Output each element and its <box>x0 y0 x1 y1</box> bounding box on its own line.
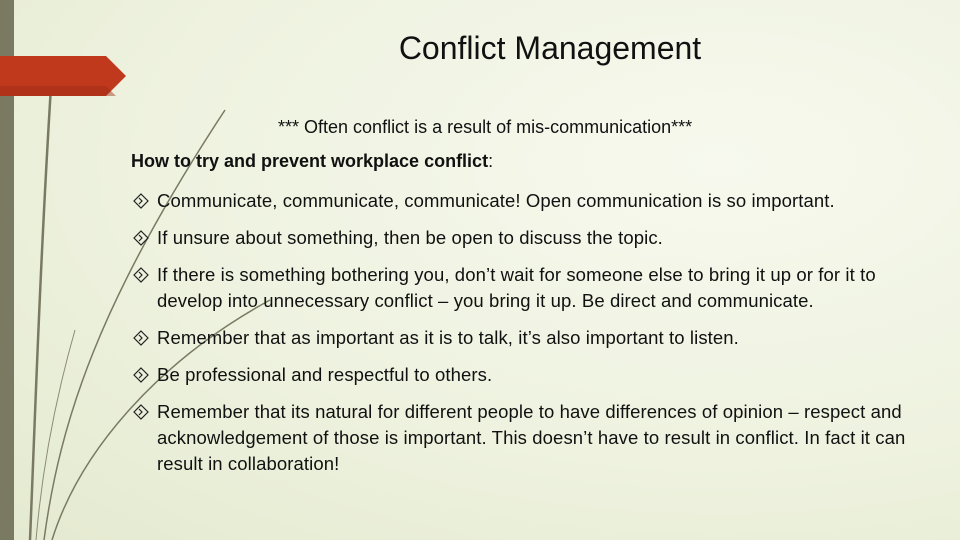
bullet-text: Remember that as important as it is to talk, it’s also important to listen. <box>157 327 739 348</box>
list-item <box>131 188 941 214</box>
bullet-text: Be professional and respectful to others. <box>157 364 493 385</box>
diamond-arrow-icon <box>133 330 149 346</box>
diamond-arrow-icon <box>133 230 149 246</box>
diamond-arrow-icon <box>133 404 149 420</box>
bullet-list <box>131 188 941 488</box>
diamond-arrow-icon <box>133 193 149 209</box>
section-heading-bold: How to try and prevent workplace conflict <box>131 151 489 171</box>
list-item <box>131 399 941 477</box>
list-item <box>131 325 941 351</box>
list-item <box>131 225 941 251</box>
bullet-text: Remember that its natural for different people to have differences of opinion – respect and acknowledgement of those is important. This doesn’t have to result in conflict. In fact it can result in collaboration! <box>157 401 906 474</box>
title-accent-tab <box>0 56 126 96</box>
bullet-text: Communicate, communicate, communicate! Open communication is so important. <box>157 190 835 211</box>
bullet-text: If there is something bothering you, don’t wait for someone else to bring it up or for it to develop into unnecessary conflict – you bring it up. Be direct and communicate. <box>157 264 876 311</box>
section-heading-colon: : <box>488 151 494 171</box>
list-item <box>131 262 941 314</box>
diamond-arrow-icon <box>133 367 149 383</box>
bullet-text: If unsure about something, then be open to discuss the topic. <box>157 227 663 248</box>
list-item <box>131 362 941 388</box>
section-heading <box>131 151 493 172</box>
diamond-arrow-icon <box>133 267 149 283</box>
slide-title: Conflict Management <box>398 30 702 66</box>
slide-subtitle: *** Often conflict is a result of mis-communication*** <box>278 117 693 137</box>
